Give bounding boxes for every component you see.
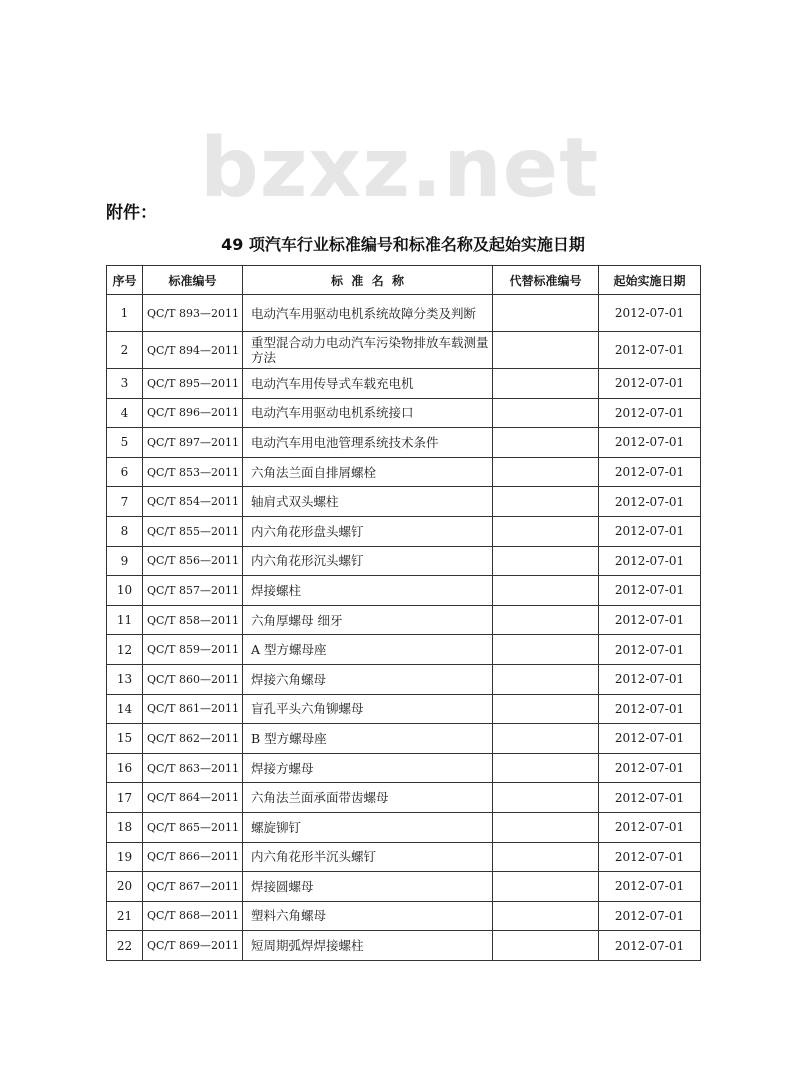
- table-header-row: [107, 266, 701, 295]
- standard-code: QC/T 858—2011: [143, 605, 243, 635]
- effective-date: 2012-07-01: [599, 369, 701, 399]
- replaced-standard: [493, 724, 599, 754]
- replaced-standard: [493, 398, 599, 428]
- replaced-standard: [493, 546, 599, 576]
- table-row: [107, 369, 701, 399]
- row-number: 19: [107, 842, 143, 872]
- row-number: 14: [107, 694, 143, 724]
- replaced-standard: [493, 694, 599, 724]
- table-row: [107, 605, 701, 635]
- row-number: 2: [107, 332, 143, 369]
- table-row: [107, 664, 701, 694]
- column-header-date: 起始实施日期: [599, 266, 701, 295]
- row-number: 8: [107, 516, 143, 546]
- standard-name: 焊接螺柱: [243, 576, 493, 606]
- row-number: 20: [107, 872, 143, 902]
- table-row: [107, 724, 701, 754]
- effective-date: 2012-07-01: [599, 546, 701, 576]
- replaced-standard: [493, 635, 599, 665]
- replaced-standard: [493, 842, 599, 872]
- standard-name: 轴肩式双头螺柱: [243, 487, 493, 517]
- effective-date: 2012-07-01: [599, 842, 701, 872]
- table-row: [107, 576, 701, 606]
- table-body: [107, 295, 701, 961]
- row-number: 17: [107, 783, 143, 813]
- replaced-standard: [493, 576, 599, 606]
- row-number: 5: [107, 428, 143, 458]
- replaced-standard: [493, 295, 599, 332]
- document-title: 49 项汽车行业标准编号和标准名称及起始实施日期: [221, 235, 585, 254]
- row-number: 12: [107, 635, 143, 665]
- effective-date: 2012-07-01: [599, 664, 701, 694]
- standard-code: QC/T 856—2011: [143, 546, 243, 576]
- standard-code: QC/T 895—2011: [143, 369, 243, 399]
- standards-table: [106, 265, 701, 961]
- column-header-name: 标 准 名 称: [243, 266, 493, 295]
- standard-code: QC/T 896—2011: [143, 398, 243, 428]
- row-number: 9: [107, 546, 143, 576]
- row-number: 22: [107, 931, 143, 961]
- table-row: [107, 783, 701, 813]
- replaced-standard: [493, 664, 599, 694]
- effective-date: 2012-07-01: [599, 457, 701, 487]
- standard-name: A 型方螺母座: [243, 635, 493, 665]
- effective-date: 2012-07-01: [599, 516, 701, 546]
- table-row: [107, 901, 701, 931]
- table-row: [107, 295, 701, 332]
- table-row: [107, 872, 701, 902]
- table-row: [107, 812, 701, 842]
- standard-name: 六角法兰面承面带齿螺母: [243, 783, 493, 813]
- standard-code: QC/T 865—2011: [143, 812, 243, 842]
- table-row: [107, 635, 701, 665]
- effective-date: 2012-07-01: [599, 635, 701, 665]
- replaced-standard: [493, 605, 599, 635]
- effective-date: 2012-07-01: [599, 428, 701, 458]
- row-number: 10: [107, 576, 143, 606]
- standard-code: QC/T 866—2011: [143, 842, 243, 872]
- replaced-standard: [493, 901, 599, 931]
- standard-code: QC/T 861—2011: [143, 694, 243, 724]
- column-header-replaces: 代替标准编号: [493, 266, 599, 295]
- standard-name: 塑料六角螺母: [243, 901, 493, 931]
- table-row: [107, 516, 701, 546]
- standard-code: QC/T 854—2011: [143, 487, 243, 517]
- standard-code: QC/T 857—2011: [143, 576, 243, 606]
- effective-date: 2012-07-01: [599, 812, 701, 842]
- standard-name: 螺旋铆钉: [243, 812, 493, 842]
- standard-name: 六角厚螺母 细牙: [243, 605, 493, 635]
- table-row: [107, 931, 701, 961]
- table-row: [107, 332, 701, 369]
- standard-name: 重型混合动力电动汽车污染物排放车载测量方法: [243, 332, 493, 369]
- standard-name: 电动汽车用电池管理系统技术条件: [243, 428, 493, 458]
- row-number: 3: [107, 369, 143, 399]
- effective-date: 2012-07-01: [599, 753, 701, 783]
- effective-date: 2012-07-01: [599, 576, 701, 606]
- standard-code: QC/T 867—2011: [143, 872, 243, 902]
- row-number: 18: [107, 812, 143, 842]
- standard-code: QC/T 869—2011: [143, 931, 243, 961]
- standard-name: 六角法兰面自排屑螺栓: [243, 457, 493, 487]
- standard-code: QC/T 894—2011: [143, 332, 243, 369]
- standard-name: 短周期弧焊焊接螺柱: [243, 931, 493, 961]
- standard-code: QC/T 862—2011: [143, 724, 243, 754]
- replaced-standard: [493, 516, 599, 546]
- replaced-standard: [493, 428, 599, 458]
- effective-date: 2012-07-01: [599, 332, 701, 369]
- standard-name: 内六角花形沉头螺钉: [243, 546, 493, 576]
- replaced-standard: [493, 332, 599, 369]
- table-row: [107, 753, 701, 783]
- replaced-standard: [493, 812, 599, 842]
- standard-code: QC/T 863—2011: [143, 753, 243, 783]
- standard-code: QC/T 893—2011: [143, 295, 243, 332]
- standard-code: QC/T 859—2011: [143, 635, 243, 665]
- standard-code: QC/T 897—2011: [143, 428, 243, 458]
- effective-date: 2012-07-01: [599, 487, 701, 517]
- standard-name: 焊接圆螺母: [243, 872, 493, 902]
- table-row: [107, 694, 701, 724]
- column-header-code: 标准编号: [143, 266, 243, 295]
- standard-name: 焊接方螺母: [243, 753, 493, 783]
- effective-date: 2012-07-01: [599, 724, 701, 754]
- standard-code: QC/T 855—2011: [143, 516, 243, 546]
- row-number: 16: [107, 753, 143, 783]
- replaced-standard: [493, 369, 599, 399]
- effective-date: 2012-07-01: [599, 605, 701, 635]
- table-row: [107, 398, 701, 428]
- standard-code: QC/T 853—2011: [143, 457, 243, 487]
- replaced-standard: [493, 872, 599, 902]
- effective-date: 2012-07-01: [599, 872, 701, 902]
- standard-name: 内六角花形半沉头螺钉: [243, 842, 493, 872]
- row-number: 21: [107, 901, 143, 931]
- table-row: [107, 842, 701, 872]
- row-number: 1: [107, 295, 143, 332]
- table-row: [107, 546, 701, 576]
- replaced-standard: [493, 931, 599, 961]
- effective-date: 2012-07-01: [599, 398, 701, 428]
- standard-name: 盲孔平头六角铆螺母: [243, 694, 493, 724]
- watermark: bzxz.net: [200, 121, 600, 216]
- effective-date: 2012-07-01: [599, 694, 701, 724]
- row-number: 7: [107, 487, 143, 517]
- row-number: 4: [107, 398, 143, 428]
- row-number: 11: [107, 605, 143, 635]
- standard-name: 焊接六角螺母: [243, 664, 493, 694]
- replaced-standard: [493, 753, 599, 783]
- replaced-standard: [493, 457, 599, 487]
- standard-name: 内六角花形盘头螺钉: [243, 516, 493, 546]
- effective-date: 2012-07-01: [599, 931, 701, 961]
- row-number: 6: [107, 457, 143, 487]
- standard-name: 电动汽车用驱动电机系统故障分类及判断: [243, 295, 493, 332]
- attachment-label: 附件：: [106, 203, 157, 223]
- replaced-standard: [493, 783, 599, 813]
- column-header-no: 序号: [107, 266, 143, 295]
- standard-code: QC/T 868—2011: [143, 901, 243, 931]
- effective-date: 2012-07-01: [599, 783, 701, 813]
- replaced-standard: [493, 487, 599, 517]
- standard-code: QC/T 860—2011: [143, 664, 243, 694]
- row-number: 15: [107, 724, 143, 754]
- effective-date: 2012-07-01: [599, 295, 701, 332]
- table-row: [107, 457, 701, 487]
- table-row: [107, 487, 701, 517]
- effective-date: 2012-07-01: [599, 901, 701, 931]
- standard-name: B 型方螺母座: [243, 724, 493, 754]
- table-row: [107, 428, 701, 458]
- standard-name: 电动汽车用传导式车载充电机: [243, 369, 493, 399]
- standard-code: QC/T 864—2011: [143, 783, 243, 813]
- standard-name: 电动汽车用驱动电机系统接口: [243, 398, 493, 428]
- row-number: 13: [107, 664, 143, 694]
